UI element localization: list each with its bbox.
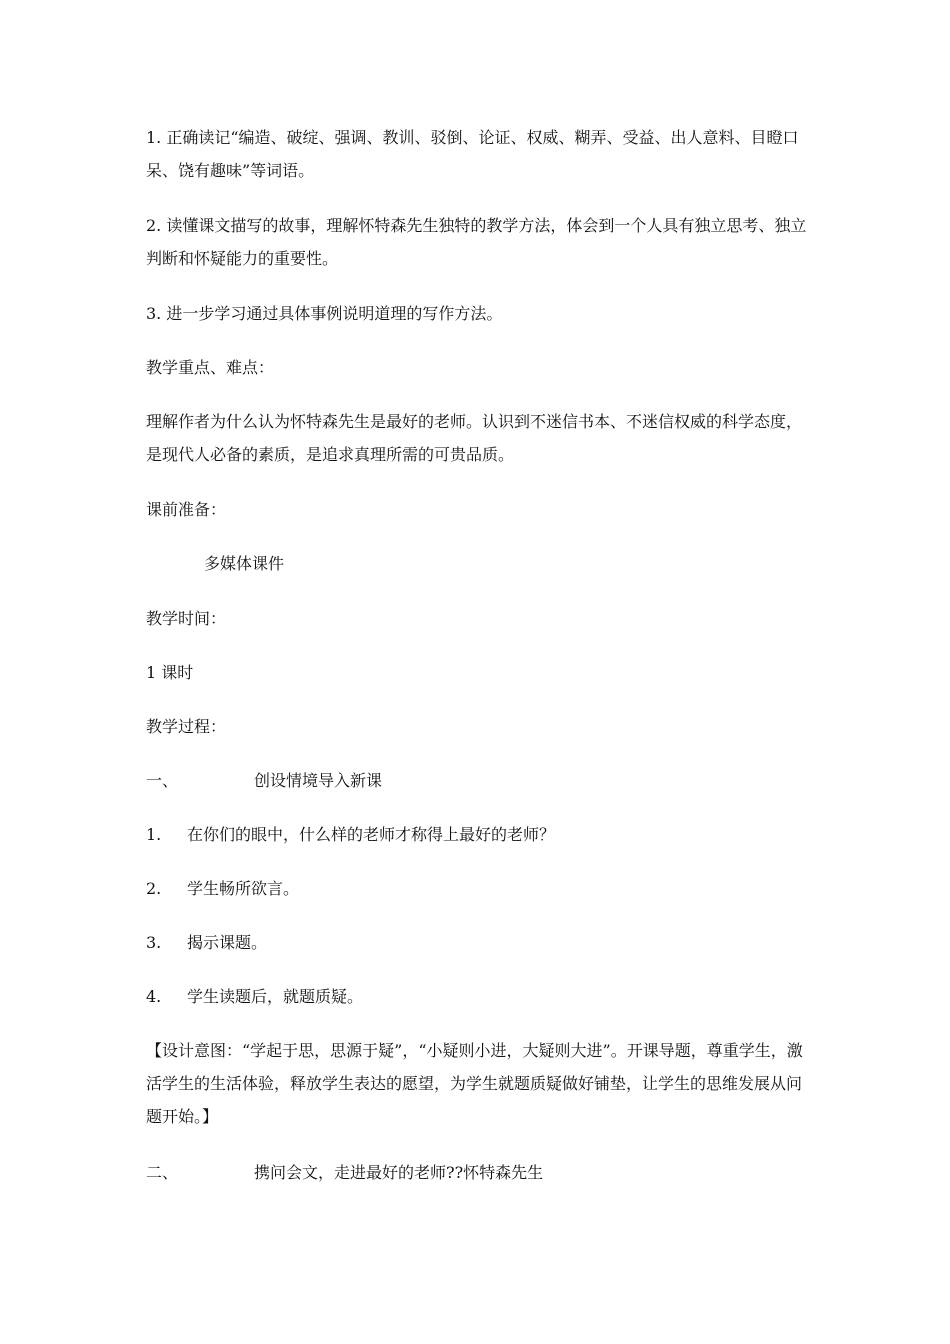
- step-1-number: 1.: [146, 825, 162, 844]
- key-points-heading: 教学重点、难点：: [146, 358, 275, 377]
- preparation-heading: 课前准备：: [146, 500, 227, 519]
- section-2-number: 二、: [146, 1163, 179, 1182]
- step-2-number: 2.: [146, 879, 162, 898]
- process-heading: 教学过程：: [146, 717, 227, 736]
- step-3-number: 3.: [146, 933, 162, 952]
- step-1-text: 在你们的眼中，什么样的老师才称得上最好的老师？: [187, 825, 556, 844]
- objective-2: 2. 读懂课文描写的故事，理解怀特森先生独特的教学方法，体会到一个人具有独立思考、独立判断和怀疑能力的重要性。: [146, 216, 807, 268]
- step-2-text: 学生畅所欲言。: [187, 879, 300, 898]
- time-heading: 教学时间：: [146, 609, 227, 628]
- step-4-text: 学生读题后，就题质疑。: [187, 987, 364, 1006]
- design-intent: 【设计意图：“学起于思，思源于疑”，“小疑则小进，大疑则大进”。开课导题，尊重学生，激活学生的生活体验，释放学生表达的愿望，为学生就题质疑做好铺垫，让学生的思维发展从问题开始。】: [146, 1041, 803, 1126]
- step-3-text: 揭示课题。: [187, 933, 268, 952]
- section-1-title: 创设情境导入新课: [254, 771, 383, 790]
- section-1-heading: [146, 764, 816, 797]
- key-points-text: 理解作者为什么认为怀特森先生是最好的老师。认识到不迷信书本、不迷信权威的科学态度，是现代人必备的素质，是追求真理所需的可贵品质。: [146, 412, 803, 464]
- step-4: [146, 980, 816, 1013]
- time-text: 1 课时: [146, 663, 194, 682]
- section-2-heading: [146, 1156, 816, 1189]
- step-2: [146, 872, 816, 905]
- section-2-title: 携问会文，走进最好的老师??怀特森先生: [254, 1163, 544, 1182]
- step-4-number: 4.: [146, 987, 162, 1006]
- step-1: [146, 818, 816, 851]
- preparation-text: 多媒体课件: [204, 554, 285, 573]
- objective-1: 1. 正确读记“编造、破绽、强调、教训、驳倒、论证、权威、糊弄、受益、出人意料、目瞪口呆、饶有趣味”等词语。: [146, 128, 799, 180]
- step-3: [146, 926, 816, 959]
- section-1-number: 一、: [146, 771, 179, 790]
- objective-3: 3. 进一步学习通过具体事例说明道理的写作方法。: [146, 304, 503, 323]
